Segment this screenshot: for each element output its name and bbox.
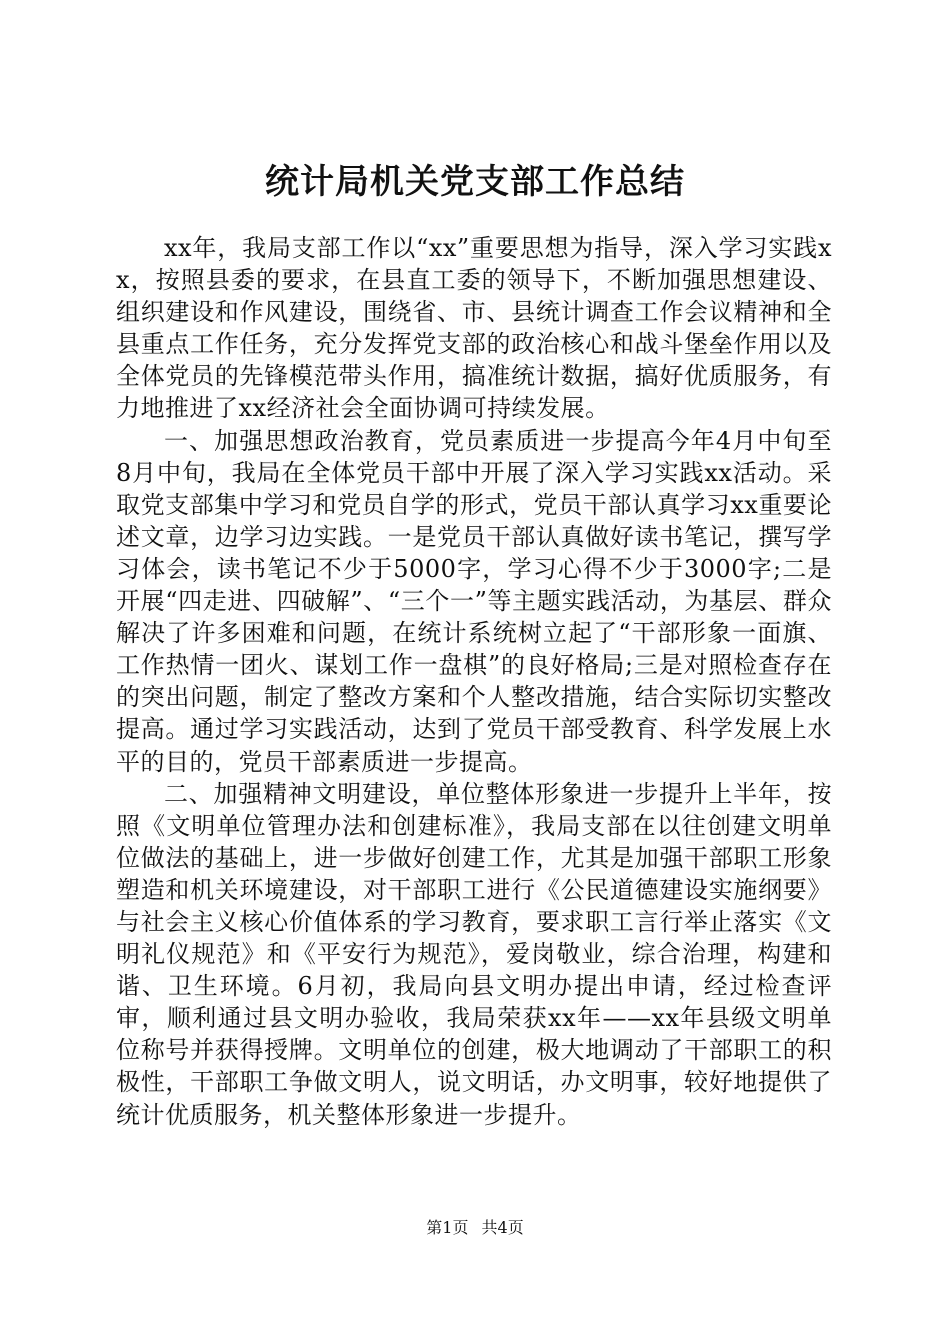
document-body (116, 232, 832, 1131)
paragraph-intro: xx年，我局支部工作以“xx”重要思想为指导，深入学习实践xx，按照县委的要求，在县直工委的领导下，不断加强思想建设、组织建设和作风建设，围绕省、市、县统计调查工作会议精神和全县重点工作任务，充分发挥党支部的政治核心和战斗堡垒作用以及全体党员的先锋模范带头作用，搞准统计数据，搞好优质服务，有力地推进了xx经济社会全面协调可持续发展。 (116, 234, 832, 423)
document-title: 统计局机关党支部工作总结 (265, 162, 685, 202)
paragraph-section-one: 一、加强思想政治教育，党员素质进一步提高今年4月中旬至8月中旬，我局在全体党员干部中开展了深入学习实践xx活动。采取党支部集中学习和党员自学的形式，党员干部认真学习xx重要论述文章，边学习边实践。一是党员干部认真做好读书笔记，撰写学习体会，读书笔记不少于5000字，学习心得不少于3000字;二是开展“四走进、四破解”、“三个一”等主题实践活动，为基层、群众解决了许多困难和问题，在统计系统树立起了“干部形象一面旗、工作热情一团火、谋划工作一盘棋”的良好格局;三是对照检查存在的突出问题，制定了整改方案和个人整改措施，结合实际切实整改提高。通过学习实践活动，达到了党员干部受教育、科学发展上水平的目的，党员干部素质进一步提高。 (116, 426, 832, 776)
page-total: 共4页 (481, 1218, 524, 1237)
page-footer (0, 1216, 950, 1240)
page-number: 第1页 (426, 1218, 469, 1237)
paragraph-section-two: 二、加强精神文明建设，单位整体形象进一步提升上半年，按照《文明单位管理办法和创建标准》，我局支部在以往创建文明单位做法的基础上，进一步做好创建工作，尤其是加强干部职工形象塑造和机关环境建设，对干部职工进行《公民道德建设实施纲要》与社会主义核心价值体系的学习教育，要求职工言行举止落实《文明礼仪规范》和《平安行为规范》，爱岗敬业，综合治理，构建和谐、卫生环境。6月初，我局向县文明办提出申请，经过检查评审，顺利通过县文明办验收，我局荣获xx年——xx年县级文明单位称号并获得授牌。文明单位的创建，极大地调动了干部职工的积极性，干部职工争做文明人，说文明话，办文明事，较好地提供了统计优质服务，机关整体形象进一步提升。 (116, 779, 832, 1129)
